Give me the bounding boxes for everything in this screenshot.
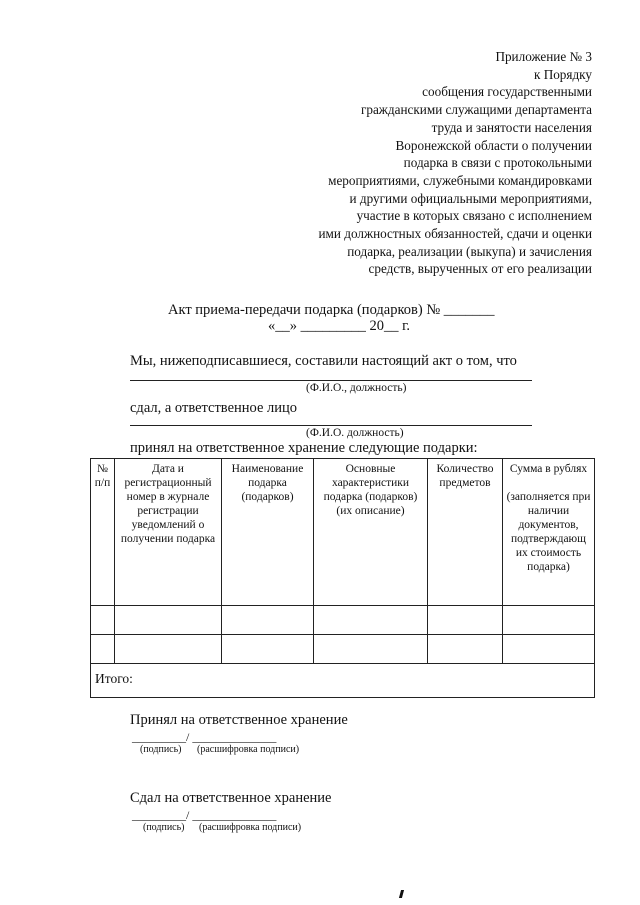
- table-cell[interactable]: [314, 606, 428, 635]
- appendix-line: мероприятиями, служебными командировками: [328, 172, 592, 188]
- table-cell[interactable]: [91, 635, 115, 664]
- appendix-line: ими должностных обязанностей, сдачи и оценки: [318, 226, 592, 242]
- appendix-line: средств, вырученных от его реализации: [368, 261, 592, 277]
- header-sum-label: Сумма в рублях: [509, 463, 588, 475]
- appendix-line: гражданскими служащими департамента: [360, 102, 592, 118]
- appendix-line: труда и занятости населения: [431, 119, 592, 135]
- handed-decode-caption: (расшифровка подписи): [199, 822, 302, 833]
- fio-position-caption: (Ф.И.О., должность): [306, 382, 407, 394]
- received-sign-caption: (подпись): [140, 744, 182, 755]
- table-cell[interactable]: [222, 606, 314, 635]
- received-title: Принял на ответственное хранение: [130, 712, 348, 728]
- handed-title: Сдал на ответственное хранение: [130, 790, 332, 806]
- table-cell[interactable]: [314, 635, 428, 664]
- appendix-line: Воронежской области о получении: [395, 137, 592, 153]
- appendix-line: и другими официальными мероприятиями,: [349, 190, 592, 206]
- table-row: [91, 635, 595, 664]
- table-cell[interactable]: [503, 606, 595, 635]
- appendix-line: сообщения государственными: [422, 84, 592, 100]
- received-decode-caption: (расшифровка подписи): [197, 744, 300, 755]
- responsible-person-caption: (Ф.И.О. должность): [306, 427, 404, 439]
- fio-position-line: [130, 380, 532, 381]
- table-cell[interactable]: [222, 635, 314, 664]
- header-gift-name: Наименование подарка (подарков): [222, 459, 314, 606]
- table-cell[interactable]: [115, 635, 222, 664]
- accepted-text: принял на ответственное хранение следующие подарки:: [130, 440, 478, 456]
- header-quantity: Количество предметов: [428, 459, 503, 606]
- table-total-row: [91, 664, 595, 698]
- appendix-line: подарка, реализации (выкупа) и зачисления: [347, 243, 592, 259]
- appendix-line: подарка в связи с протокольными: [403, 155, 592, 171]
- handed-signature-line: _________/ ______________: [132, 808, 277, 822]
- act-date: «__» _________ 20__ г.: [268, 318, 411, 334]
- header-number: № п/п: [91, 459, 115, 606]
- gifts-table: [90, 458, 595, 698]
- table-row: [91, 606, 595, 635]
- handed-sign-caption: (подпись): [143, 822, 185, 833]
- header-date-registration: Дата и регистрационный номер в журнале регистрации уведомлений о получении подарка: [115, 459, 222, 606]
- header-characteristics: Основные характеристики подарка (подарков) (их описание): [314, 459, 428, 606]
- table-cell[interactable]: [91, 606, 115, 635]
- intro-text: Мы, нижеподписавшиеся, составили настоящий акт о том, что: [130, 353, 517, 369]
- received-signature-line: _________/ ______________: [132, 730, 277, 744]
- table-cell[interactable]: [428, 635, 503, 664]
- table-header-row: [91, 459, 595, 606]
- act-title: Акт приема-передачи подарка (подарков) № _______: [168, 302, 495, 318]
- handed-text: сдал, а ответственное лицо: [130, 400, 298, 416]
- header-sum: [503, 459, 595, 606]
- appendix-line: к Порядку: [533, 66, 592, 82]
- appendix-header: [252, 48, 592, 278]
- scan-mark: [399, 890, 404, 898]
- total-label: Итого:: [91, 664, 595, 698]
- table-cell[interactable]: [428, 606, 503, 635]
- responsible-person-line: [130, 425, 532, 426]
- table-cell[interactable]: [503, 635, 595, 664]
- appendix-line: участие в которых связано с исполнением: [356, 208, 592, 224]
- header-sum-note: (заполняется при наличии документов, подтверждающ их стоимость подарка): [506, 491, 591, 573]
- appendix-line: Приложение № 3: [495, 49, 592, 64]
- table-cell[interactable]: [115, 606, 222, 635]
